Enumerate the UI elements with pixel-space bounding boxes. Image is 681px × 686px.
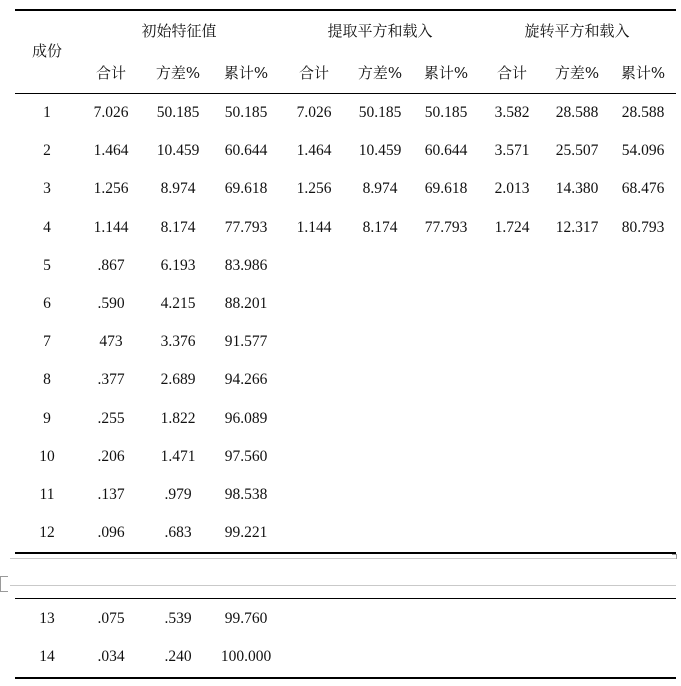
table-cell: .539 [164,610,192,627]
table-cell: 1.256 [296,180,332,198]
table-cell: 28.588 [555,104,599,121]
table-cell: .206 [97,447,125,465]
component-number-cell: 1 [43,104,51,121]
table-cell: 2.689 [160,371,196,389]
table-cell: .377 [97,371,125,389]
table-cell: 50.185 [358,104,402,121]
table-cell: 28.588 [621,104,665,121]
group-initial-eigenvalues: 初始特征值 [141,22,217,40]
table-cell: 98.538 [224,486,268,503]
page1-bottom-rule [15,552,676,554]
table-cell: 2.013 [494,180,530,198]
table-cell: .240 [164,648,192,665]
page-corner-mark-right [672,554,677,559]
component-number-cell: 3 [43,180,51,198]
table-cell: 473 [99,333,123,351]
table-cell: 54.096 [621,142,665,160]
table-cell: 60.644 [224,142,268,160]
page-break-line-bottom [10,585,676,586]
table-cell: 77.793 [224,218,268,236]
table-cell: 94.266 [224,371,268,389]
component-number-cell: 13 [39,610,55,627]
component-number-cell: 7 [43,333,51,351]
page-break-gap [0,556,681,598]
component-number-cell: 5 [43,256,51,274]
header-bottom-rule [15,93,676,94]
table-cell: .096 [97,524,125,542]
table-cell: 50.185 [424,104,468,121]
table-cell: 7.026 [93,104,129,121]
table-cell: 8.974 [362,180,398,198]
table-cell: 7.026 [296,104,332,121]
table-cell: 99.221 [224,524,268,542]
component-number-cell: 9 [43,409,51,427]
table-cell: 69.618 [424,180,468,198]
table-cell: 1.822 [160,409,196,427]
subheader-col-2: 方差% [155,64,201,82]
subheader-col-8: 方差% [554,64,600,82]
table-cell: 83.986 [224,256,268,274]
table-cell: 91.577 [224,333,268,351]
table-cell: 14.380 [555,180,599,198]
table-cell: 60.644 [424,142,468,160]
component-number-cell: 2 [43,142,51,160]
component-number-cell: 4 [43,218,51,236]
page-corner-mark-left [0,576,8,592]
table-cell: 69.618 [224,180,268,198]
table-cell: .979 [164,486,192,503]
table-cell: 8.174 [362,218,398,236]
table-cell: 1.256 [93,180,129,198]
table-cell: 1.724 [494,218,530,236]
table-cell: 3.376 [160,333,196,351]
subheader-col-1: 合计 [95,64,127,82]
table-cell: 1.464 [296,142,332,160]
row-header-component: 成份 [31,42,63,60]
table-cell: 3.571 [494,142,530,160]
table-cell: 1.144 [296,218,332,236]
table-cell: 10.459 [156,142,200,160]
component-number-cell: 11 [39,486,55,503]
table-cell: 50.185 [156,104,200,121]
group-extraction-loadings: 提取平方和载入 [327,22,433,40]
component-number-cell: 12 [39,524,55,542]
table-cell: .137 [97,486,125,503]
page2-top-rule [15,598,676,599]
table-cell: .590 [97,295,125,312]
subheader-col-5: 方差% [357,64,403,82]
table-cell: .255 [97,409,125,427]
table-cell: 50.185 [224,104,268,121]
table-cell: 80.793 [621,218,665,236]
table-cell: 8.174 [160,218,196,236]
component-number-cell: 10 [39,447,55,465]
table-cell: 1.144 [93,218,129,236]
subheader-col-4: 合计 [298,64,330,82]
table-cell: 10.459 [358,142,402,160]
subheader-col-3: 累计% [223,64,269,82]
component-number-cell: 14 [39,648,55,665]
component-number-cell: 8 [43,371,51,389]
table-cell: 88.201 [224,295,268,312]
table-cell: .075 [97,610,125,627]
table-cell: 77.793 [424,218,468,236]
table-cell: 99.760 [224,610,268,627]
table-bottom-rule [15,677,676,679]
table-cell: 97.560 [224,447,268,465]
table-cell: 4.215 [160,295,196,312]
subheader-col-9: 累计% [620,64,666,82]
table-cell: 96.089 [224,409,268,427]
table-cell: 3.582 [494,104,530,121]
table-cell: 100.000 [220,648,272,665]
table-cell: 8.974 [160,180,196,198]
component-number-cell: 6 [43,295,51,312]
table-cell: 1.464 [93,142,129,160]
group-rotation-loadings: 旋转平方和载入 [524,22,630,40]
table-cell: 1.471 [160,447,196,465]
table-cell: 12.317 [555,218,599,236]
table-cell: .683 [164,524,192,542]
page-break-line-top [10,558,676,559]
table-cell: 68.476 [621,180,665,198]
table-cell: .867 [97,256,125,274]
table-cell: .034 [97,648,125,665]
subheader-col-6: 累计% [423,64,469,82]
table-cell: 25.507 [555,142,599,160]
table-cell: 6.193 [160,256,196,274]
subheader-col-7: 合计 [496,64,528,82]
table-top-rule [15,9,676,11]
